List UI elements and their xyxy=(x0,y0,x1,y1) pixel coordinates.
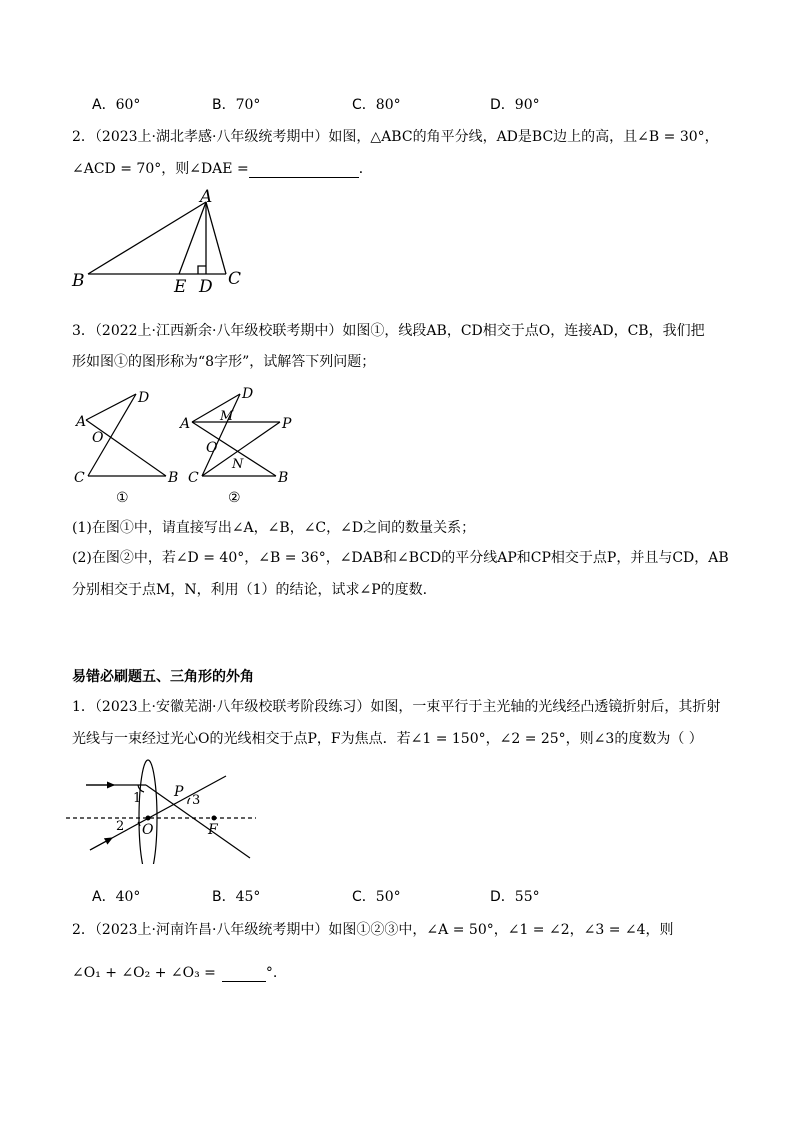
q3-sub2-line1: (2)在图②中，若∠D = 40°，∠B = 36°，∠DAB和∠BCD的平分线AP和CP相交于点P，并且与CD，AB xyxy=(72,550,729,566)
s5q1-option-a[interactable] xyxy=(92,888,140,906)
right-angle-mark xyxy=(198,266,206,274)
arrow-center-ray xyxy=(90,838,112,850)
option-label: C． xyxy=(352,889,376,905)
option-label: D． xyxy=(490,97,515,113)
option-value: 60° xyxy=(115,97,141,113)
s5q2-line1: 2．（2023上·河南许昌·八年级统考期中）如图①②③中，∠A = 50°，∠1 = ∠2，∠3 = ∠4，则 xyxy=(72,922,674,938)
label-angle-3: 3 xyxy=(192,793,201,808)
label-b: B xyxy=(278,470,289,486)
q1-option-b[interactable] xyxy=(212,96,260,114)
caption-2: ② xyxy=(228,490,241,506)
point-f xyxy=(212,816,217,821)
section-title: 易错必刷题五、三角形的外角 xyxy=(72,669,254,685)
label-a: A xyxy=(200,188,213,207)
q2-line2-suffix: ． xyxy=(358,161,373,177)
label-angle-1: 1 xyxy=(133,791,142,806)
caption-1: ① xyxy=(116,490,129,506)
label-b: B xyxy=(72,271,85,291)
label-c: C xyxy=(228,269,242,289)
option-value: 80° xyxy=(375,97,401,113)
q2-line2 xyxy=(72,160,373,178)
figure-2 xyxy=(178,386,292,506)
option-value: 45° xyxy=(235,889,261,905)
segment-ab xyxy=(86,420,166,476)
option-label: C． xyxy=(352,97,376,113)
label-b: B xyxy=(168,470,179,486)
angle-3-arc xyxy=(188,798,190,804)
lens-diagram xyxy=(66,754,266,864)
label-a: A xyxy=(76,414,87,430)
option-value: 40° xyxy=(115,889,141,905)
option-label: A． xyxy=(92,97,116,113)
option-label: D． xyxy=(490,889,515,905)
label-o: O xyxy=(206,440,218,456)
label-f: F xyxy=(208,822,218,838)
figure-1 xyxy=(74,390,178,506)
s5q1-option-b[interactable] xyxy=(212,888,260,906)
answer-blank[interactable] xyxy=(222,967,266,982)
label-p: P xyxy=(282,416,292,432)
point-o xyxy=(146,816,151,821)
option-value: 70° xyxy=(235,97,261,113)
q3-line1: 3．（2022上·江西新余·八年级校联考期中）如图①，线段AB，CD相交于点O，连接AD，CB，我们把 xyxy=(72,323,705,339)
option-value: 55° xyxy=(514,889,540,905)
s5q1-line1: 1．（2023上·安徽芜湖·八年级校联考阶段练习）如图，一束平行于主光轴的光线经凸透镜折射后，其折射 xyxy=(72,699,721,715)
segment-ab xyxy=(88,202,206,274)
q3-sub1: (1)在图①中，请直接写出∠A，∠B，∠C，∠D之间的数量关系； xyxy=(72,520,476,536)
s5q2-line2-suffix: °. xyxy=(265,965,278,981)
q3-figures xyxy=(68,378,308,508)
s5q1-line2: 光线与一束经过光心O的光线相交于点P，F为焦点．若∠1 = 150°，∠2 = 25°，则∠3的度数为（ ） xyxy=(72,731,703,747)
q3-line2: 形如图①的图形称为“8字形”，试解答下列问题； xyxy=(72,354,376,370)
q2-triangle-diagram xyxy=(68,188,258,298)
option-label: B． xyxy=(212,889,236,905)
label-n: N xyxy=(232,457,244,472)
label-d: D xyxy=(242,386,254,402)
q1-option-a[interactable] xyxy=(92,96,140,114)
label-e: E xyxy=(174,277,187,297)
label-o: O xyxy=(142,822,154,838)
label-d: D xyxy=(138,390,150,406)
q2-line1: 2．（2023上·湖北孝感·八年级统考期中）如图，△ABC的角平分线，AD是BC边上的高，且∠B = 30°， xyxy=(72,129,719,145)
label-m: M xyxy=(220,409,234,424)
option-label: B． xyxy=(212,97,236,113)
option-value: 50° xyxy=(375,889,401,905)
q3-sub2-line2: 分别相交于点M，N，利用（1）的结论，试求∠P的度数. xyxy=(72,582,428,598)
answer-blank[interactable] xyxy=(249,163,359,178)
convex-lens xyxy=(139,760,157,864)
label-c: C xyxy=(74,470,85,486)
option-label: A． xyxy=(92,889,116,905)
label-d: D xyxy=(199,277,213,297)
s5q2-line2 xyxy=(72,964,277,982)
q1-option-c[interactable] xyxy=(352,96,401,114)
s5q1-option-c[interactable] xyxy=(352,888,401,906)
label-p: P xyxy=(174,784,184,800)
label-o: O xyxy=(92,430,104,446)
label-angle-2: 2 xyxy=(116,819,125,834)
q1-option-d[interactable] xyxy=(490,96,540,114)
label-a: A xyxy=(180,416,191,432)
segment-ae xyxy=(179,202,206,274)
s5q2-line2-prefix: ∠O₁ + ∠O₂ + ∠O₃ = xyxy=(72,965,216,981)
segment-ac xyxy=(206,202,226,274)
option-value: 90° xyxy=(514,97,540,113)
s5q1-option-d[interactable] xyxy=(490,888,540,906)
q2-line2-prefix: ∠ACD = 70°，则∠DAE = xyxy=(72,161,249,177)
label-c: C xyxy=(188,470,199,486)
